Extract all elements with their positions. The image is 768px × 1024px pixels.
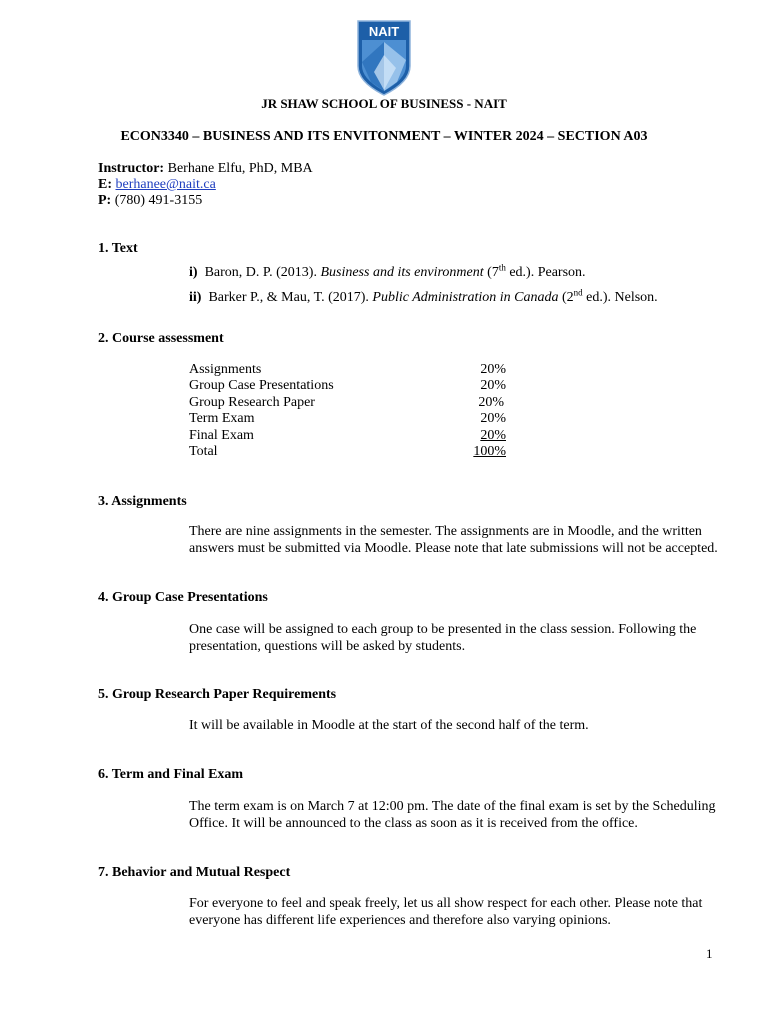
instructor-line: [98, 161, 313, 177]
assessment-total-row: Total 100%: [189, 444, 506, 459]
phone-number: (780) 491-3155: [114, 193, 203, 208]
reference-item: i) Baron, D. P. (2013). Business and its environment (7th ed.). Pearson.: [189, 262, 586, 280]
page-number: 1: [706, 946, 713, 961]
section-research-title: 5. Group Research Paper Requirements: [98, 687, 337, 702]
section-assignments-title: 3. Assignments: [98, 494, 187, 509]
nait-logo: [357, 20, 411, 96]
instructor-label: Instructor:: [98, 161, 165, 176]
assignments-body: There are nine assignments in the semester. The assignments are in Moodle, and the written answers must be submitted via Moodle. Please note that late submissions will not be accepted.: [189, 524, 718, 556]
reference-item: ii) Barker P., & Mau, T. (2017). Public Administration in Canada (2nd ed.). Nelson.: [189, 287, 658, 305]
presentations-body: One case will be assigned to each group to be presented in the class session. Following the presentation, questions will be asked by students.: [189, 622, 697, 654]
assessment-row: Assignments 20%: [189, 362, 506, 377]
assessment-row: Group Case Presentations 20%: [189, 378, 506, 393]
email-link[interactable]: berhanee@nait.ca: [115, 177, 216, 192]
section-behavior-title: 7. Behavior and Mutual Respect: [98, 865, 291, 880]
assessment-row: Group Research Paper 20%: [189, 395, 504, 410]
school-heading: JR SHAW SCHOOL OF BUSINESS - NAIT: [261, 96, 507, 111]
behavior-body: For everyone to feel and speak freely, let us all show respect for each other. Please note that everyone has different life experiences and therefore also varying opinions.: [189, 896, 703, 928]
section-presentations-title: 4. Group Case Presentations: [98, 590, 268, 605]
assessment-row: Term Exam 20%: [189, 411, 506, 426]
course-heading: ECON3340 – BUSINESS AND ITS ENVITONMENT – WINTER 2024 – SECTION A03: [120, 129, 648, 144]
logo-text: NAIT: [368, 24, 400, 39]
section-exams-title: 6. Term and Final Exam: [98, 767, 244, 782]
phone-label: P:: [98, 193, 112, 208]
exams-body: The term exam is on March 7 at 12:00 pm. The date of the final exam is set by the Scheduling Office. It will be announced to the class as soon as it is received from the office.: [189, 799, 716, 831]
section-text-title: 1. Text: [98, 241, 138, 256]
email-label: E:: [98, 177, 112, 192]
phone-line: [98, 193, 202, 209]
research-body: It will be available in Moodle at the start of the second half of the term.: [189, 718, 589, 733]
email-line: [98, 177, 216, 193]
instructor-name: Berhane Elfu, PhD, MBA: [167, 161, 313, 176]
section-assessment-title: 2. Course assessment: [98, 331, 224, 346]
assessment-row: Final Exam 20%: [189, 428, 506, 443]
